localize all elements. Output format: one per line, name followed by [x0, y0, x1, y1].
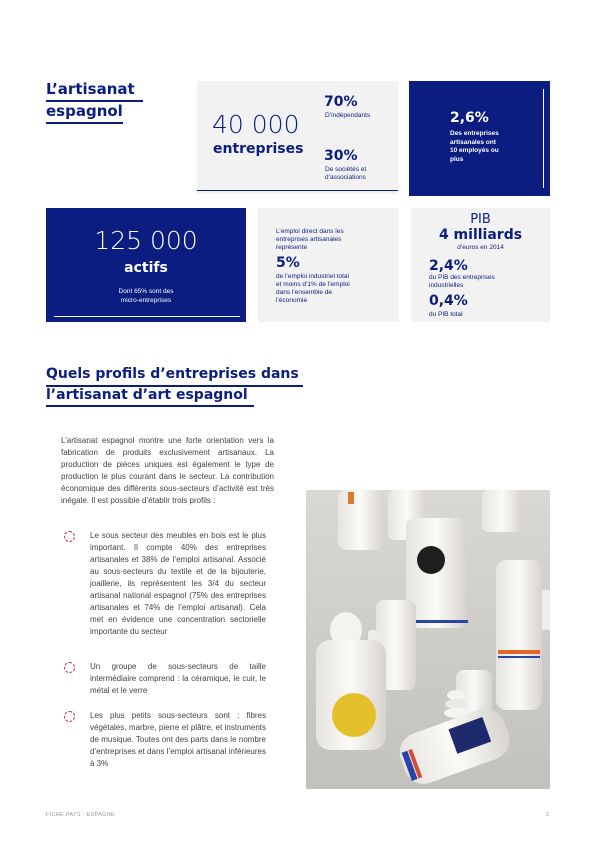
pct-societes-text-line2: d’associations [325, 174, 366, 181]
intro-paragraph: L’artisanat espagnol montre une forte orientation vers la fabrication de produits exclusivement artisanaux. La production de pièces uniques est également le type de production le plus courant dans le secteur. La contribution économique des différents sous-secteurs d’activité est très inégale. Il est possible d’établir trois profils : [61, 436, 274, 505]
pct-societes: 30% [324, 148, 358, 164]
card-emploi [258, 208, 399, 322]
card-pib [411, 208, 550, 322]
actifs-text [46, 288, 246, 305]
employees-pct: 2,6% [450, 110, 489, 126]
pib-pct-industrie-line1: du PIB des entreprises [429, 274, 495, 281]
pct-societes-text-line1: De sociétés et [325, 166, 367, 173]
employees-text-line3: 10 employés ou [450, 147, 499, 154]
section-title-line1: L’artisanat [46, 80, 143, 102]
emploi-intro-line3: représente [276, 244, 308, 251]
section-title-profils [46, 366, 303, 407]
pib-pct-industrie-line2: industrielles [429, 282, 464, 289]
pct-societes-text [325, 166, 366, 182]
emploi-text-line4: l’économie [276, 297, 308, 304]
card-actifs [46, 208, 246, 322]
card-side-rule [543, 89, 544, 188]
card-underline [54, 316, 240, 317]
enterprises-number: 40 000 [212, 110, 300, 139]
enterprises-label: entreprises [213, 141, 304, 157]
pct-independants-text: D’indépendants [325, 112, 371, 119]
bullet-3-text: Les plus petits sous-secteurs sont : fibres végétales, marbre, pierre et plâtre, et instruments de musique. Toutes ont des parts dans le nombre d’entreprises et dans l’emploi artisanal inférieures à 3% [90, 711, 266, 768]
bullet-1-icon [64, 531, 75, 542]
emploi-text-line1: de l’emploi industriel total [276, 273, 349, 280]
actifs-text-line2: micro-entreprises [120, 296, 172, 304]
section2-title-line1: Quels profils d’entreprises dans [46, 366, 303, 387]
card-underline [197, 190, 398, 191]
bullet-1-text: Le sous secteur des meubles en bois est le plus important. Il compte 40% des entreprises artisanales et 38% de l’emploi artisanal. Associé au sous-secteurs du textile et de la bijouterie, joaillerie, ils représentent les 3/4 du secteur artisanal national espagnol (75% des entreprises artisanales et 74% de l’emploi artisanal). Cela met en évidence une concentration sectorielle importante du secteur [90, 531, 266, 636]
emploi-intro-line2: entreprises artisanales [276, 236, 342, 243]
emploi-pct: 5% [276, 255, 300, 271]
employees-text [450, 130, 499, 164]
bullet-2-icon [64, 662, 75, 673]
card-employees [409, 81, 550, 196]
actifs-text-line1: Dont 65% sont des [118, 288, 174, 295]
emploi-text [276, 273, 350, 305]
emploi-text-line3: dans l’ensemble de [276, 289, 333, 296]
pib-pct-industrie-text [429, 274, 495, 290]
emploi-intro [276, 228, 344, 252]
pib-pct-total: 0,4% [429, 293, 468, 309]
actifs-number: 125 000 [94, 226, 198, 255]
employees-text-line1: Des entreprises [450, 130, 499, 137]
section-title-line2: espagnol [46, 102, 123, 124]
bullet-3-icon [64, 711, 75, 722]
bullet-2-text: Un groupe de sous-secteurs de taille intermédiaire comprend : la céramique, le cuir, le métal et le verre [90, 662, 266, 695]
section2-title-line2: l’artisanat d’art espagnol [46, 387, 254, 408]
employees-text-line4: plus [450, 155, 464, 163]
pib-amount-note: d’euros en 2014 [457, 244, 504, 251]
footer-label: FICHE PAYS - ESPAGNE [46, 812, 115, 818]
actifs-label: actifs [124, 260, 168, 276]
card-enterprises [197, 81, 398, 194]
emploi-text-line2: et moins d’1% de l’emploi [276, 281, 350, 288]
pib-pct-industrie: 2,4% [429, 258, 468, 274]
ceramics-photo [306, 490, 550, 789]
emploi-intro-line1: L’emploi direct dans les [276, 228, 344, 235]
pib-pct-total-text: du PIB total [429, 311, 463, 318]
pib-amount: 4 milliards [438, 227, 523, 243]
section-title-artisanat [46, 80, 143, 124]
page-number: 2 [546, 812, 550, 818]
pib-heading: PIB [470, 212, 491, 227]
employees-text-line2: artisanales ont [450, 138, 496, 146]
pct-independants: 70% [324, 94, 358, 110]
